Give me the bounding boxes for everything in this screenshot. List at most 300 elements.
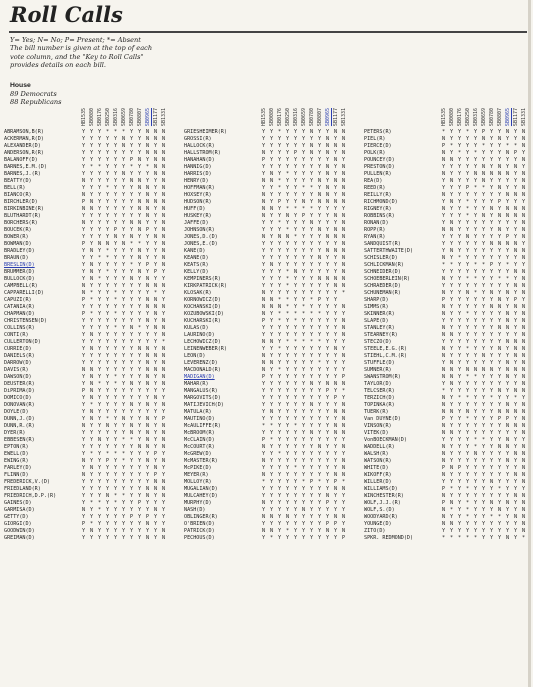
member-row	[364, 255, 533, 262]
vote-mark: Y	[294, 493, 297, 500]
vote-mark: Y	[106, 514, 109, 521]
vote-mark: N	[146, 143, 149, 150]
vote-mark: Y	[458, 437, 461, 444]
vote-mark: N	[522, 227, 525, 234]
member-name: CAMPBELL(R)	[4, 283, 38, 290]
vote-mark: P	[334, 479, 337, 486]
vote-mark: Y	[466, 318, 469, 325]
vote-mark: Y	[286, 472, 289, 479]
vote-mark: N	[90, 528, 93, 535]
vote-mark: Y	[458, 206, 461, 213]
vote-mark: N	[326, 164, 329, 171]
vote-mark: Y	[474, 346, 477, 353]
vote-mark: N	[318, 227, 321, 234]
member-name: LEINENWEBER(R)	[184, 346, 227, 353]
vote-mark: *	[466, 500, 469, 507]
member-name: FARLEY(D)	[4, 465, 32, 472]
vote-mark: Y	[98, 171, 101, 178]
vote-mark: Y	[138, 493, 141, 500]
vote-mark: N	[154, 129, 157, 136]
vote-mark: Y	[302, 514, 305, 521]
vote-mark: Y	[154, 178, 157, 185]
vote-mark: Y	[326, 514, 329, 521]
member-name: NASH(D)	[184, 507, 205, 514]
member-name: PIEL(R)	[364, 136, 385, 143]
vote-mark: *	[474, 185, 477, 192]
member-row	[364, 451, 533, 458]
vote-mark: Y	[146, 472, 149, 479]
vote-mark: Y	[98, 297, 101, 304]
vote-mark: Y	[302, 444, 305, 451]
vote-mark: Y	[302, 178, 305, 185]
member-row	[364, 129, 533, 136]
vote-mark: *	[482, 185, 485, 192]
intro-line: provides details on each bill.	[10, 61, 155, 69]
vote-mark: P	[514, 150, 517, 157]
member-name: HANNIG(D)	[184, 164, 212, 171]
vote-mark: Y	[114, 192, 117, 199]
member-row	[4, 171, 174, 178]
vote-mark: Y	[342, 339, 345, 346]
vote-mark: Y	[98, 374, 101, 381]
vote-mark: *	[270, 437, 273, 444]
vote-mark: Y	[270, 381, 273, 388]
vote-mark: *	[466, 311, 469, 318]
vote-mark: N	[442, 507, 445, 514]
vote-mark: N	[90, 269, 93, 276]
vote-mark: Y	[302, 318, 305, 325]
vote-mark: *	[106, 129, 109, 136]
vote-mark: Y	[514, 290, 517, 297]
vote-mark: N	[498, 507, 501, 514]
vote-mark: N	[342, 318, 345, 325]
vote-mark: N	[146, 444, 149, 451]
vote-mark: Y	[506, 332, 509, 339]
vote-mark: Y	[98, 465, 101, 472]
vote-mark: Y	[82, 528, 85, 535]
member-name: FRIEDRICH,D.P.(R)	[4, 493, 56, 500]
vote-mark: N	[498, 346, 501, 353]
vote-mark: Y	[82, 444, 85, 451]
vote-mark: Y	[466, 192, 469, 199]
vote-mark: N	[82, 283, 85, 290]
vote-mark: Y	[294, 304, 297, 311]
vote-mark: Y	[310, 486, 313, 493]
vote-mark: Y	[326, 283, 329, 290]
member-name: MARGOVITS(D)	[184, 395, 221, 402]
vote-mark: N	[522, 472, 525, 479]
vote-mark: Y	[122, 332, 125, 339]
vote-mark: Y	[458, 143, 461, 150]
vote-mark: Y	[334, 416, 337, 423]
vote-mark: Y	[474, 206, 477, 213]
member-row	[364, 248, 533, 255]
vote-mark: Y	[294, 458, 297, 465]
vote-mark: Y	[294, 255, 297, 262]
vote-mark: Y	[294, 381, 297, 388]
vote-mark: Y	[466, 178, 469, 185]
vote-mark: Y	[326, 241, 329, 248]
vote-mark: Y	[514, 528, 517, 535]
vote-mark: Y	[114, 262, 117, 269]
vote-mark: Y	[82, 409, 85, 416]
vote-mark: N	[270, 360, 273, 367]
vote-mark: Y	[146, 507, 149, 514]
vote-mark: N	[90, 416, 93, 423]
vote-mark: Y	[450, 276, 453, 283]
member-row	[364, 465, 533, 472]
member-row	[364, 409, 533, 416]
vote-mark: Y	[458, 185, 461, 192]
vote-mark: Y	[482, 535, 485, 542]
vote-mark: Y	[466, 437, 469, 444]
vote-mark: *	[514, 143, 517, 150]
vote-mark: Y	[82, 451, 85, 458]
vote-mark: Y	[286, 255, 289, 262]
vote-mark: Y	[310, 514, 313, 521]
vote-mark: Y	[138, 479, 141, 486]
vote-mark: Y	[474, 416, 477, 423]
vote-mark: N	[522, 143, 525, 150]
vote-mark: Y	[334, 528, 337, 535]
vote-mark: N	[310, 402, 313, 409]
vote-mark: N	[162, 171, 165, 178]
vote-mark: Y	[326, 486, 329, 493]
vote-mark: Y	[294, 395, 297, 402]
vote-mark: Y	[326, 346, 329, 353]
vote-mark: Y	[318, 395, 321, 402]
vote-mark: Y	[286, 192, 289, 199]
vote-mark: Y	[334, 206, 337, 213]
vote-mark: N	[506, 241, 509, 248]
member-name: WHITE(D)	[364, 465, 389, 472]
vote-mark: Y	[90, 185, 93, 192]
vote-mark: Y	[458, 451, 461, 458]
vote-mark: Y	[294, 472, 297, 479]
member-name: SHARP(D)	[364, 297, 389, 304]
vote-mark: Y	[318, 416, 321, 423]
vote-mark: Y	[278, 213, 281, 220]
vote-mark: Y	[450, 213, 453, 220]
vote-mark: P	[342, 374, 345, 381]
member-name: RONAN(D)	[364, 220, 389, 227]
member-name: VITEK(D)	[364, 430, 389, 437]
vote-mark: Y	[482, 199, 485, 206]
vote-mark: Y	[482, 311, 485, 318]
vote-mark: Y	[294, 262, 297, 269]
vote-mark: N	[154, 297, 157, 304]
vote-mark: N	[154, 234, 157, 241]
vote-mark: Y	[270, 500, 273, 507]
vote-mark: Y	[506, 521, 509, 528]
vote-mark: Y	[278, 227, 281, 234]
vote-mark: Y	[482, 395, 485, 402]
vote-mark: Y	[514, 199, 517, 206]
vote-mark: Y	[326, 367, 329, 374]
vote-mark: N	[146, 346, 149, 353]
vote-mark: P	[82, 241, 85, 248]
vote-mark: Y	[458, 220, 461, 227]
vote-mark: Y	[334, 493, 337, 500]
vote-mark: Y	[450, 514, 453, 521]
vote-mark: Y	[458, 178, 461, 185]
vote-mark: N	[130, 430, 133, 437]
member-row	[4, 458, 174, 465]
vote-mark: Y	[270, 220, 273, 227]
vote-mark: N	[162, 346, 165, 353]
vote-mark: Y	[334, 192, 337, 199]
vote-mark: N	[326, 199, 329, 206]
member-row	[184, 360, 354, 367]
vote-mark: Y	[154, 220, 157, 227]
vote-mark: N	[122, 171, 125, 178]
vote-mark: N	[154, 507, 157, 514]
vote-mark: Y	[326, 318, 329, 325]
vote-mark: Y	[466, 479, 469, 486]
vote-mark: Y	[490, 416, 493, 423]
vote-mark: P	[442, 416, 445, 423]
member-row	[4, 269, 174, 276]
vote-mark: Y	[162, 276, 165, 283]
vote-mark: P	[114, 227, 117, 234]
vote-mark: Y	[466, 297, 469, 304]
member-row	[184, 395, 354, 402]
member-row	[364, 493, 533, 500]
vote-mark: Y	[286, 318, 289, 325]
vote-mark: N	[262, 304, 265, 311]
vote-mark: *	[278, 451, 281, 458]
vote-mark: Y	[106, 290, 109, 297]
vote-mark: Y	[130, 444, 133, 451]
member-row	[4, 143, 174, 150]
vote-mark: Y	[326, 311, 329, 318]
member-row	[4, 367, 174, 374]
vote-mark: P	[302, 213, 305, 220]
vote-mark: N	[466, 367, 469, 374]
vote-mark: Y	[310, 395, 313, 402]
member-name: BRUMMER(D)	[4, 269, 35, 276]
vote-mark: N	[130, 423, 133, 430]
vote-mark: Y	[122, 178, 125, 185]
bill-number: SB0780	[489, 108, 495, 126]
vote-mark: Y	[506, 430, 509, 437]
vote-mark: Y	[334, 150, 337, 157]
vote-mark: *	[302, 311, 305, 318]
vote-mark: P	[442, 500, 445, 507]
member-row	[4, 248, 174, 255]
vote-mark: Y	[482, 318, 485, 325]
vote-mark: N	[318, 444, 321, 451]
vote-mark: N	[450, 332, 453, 339]
vote-mark: Y	[302, 388, 305, 395]
vote-mark: Y	[138, 353, 141, 360]
vote-mark: Y	[326, 423, 329, 430]
bill-number: SB1331	[161, 108, 167, 126]
vote-mark: Y	[130, 283, 133, 290]
member-name: POUNCEY(D)	[364, 157, 395, 164]
member-name: DANIELS(R)	[4, 353, 35, 360]
vote-mark: Y	[270, 458, 273, 465]
vote-mark: Y	[442, 479, 445, 486]
vote-mark: Y	[106, 374, 109, 381]
vote-mark: Y	[154, 430, 157, 437]
member-row	[4, 409, 174, 416]
vote-mark: Y	[114, 423, 117, 430]
vote-mark: N	[82, 507, 85, 514]
vote-mark: Y	[474, 409, 477, 416]
vote-mark: Y	[458, 297, 461, 304]
vote-mark: N	[334, 472, 337, 479]
vote-mark: Y	[466, 220, 469, 227]
vote-mark: *	[506, 143, 509, 150]
vote-mark: *	[514, 395, 517, 402]
vote-mark: Y	[270, 507, 273, 514]
vote-mark: *	[498, 276, 501, 283]
vote-mark: N	[514, 353, 517, 360]
vote-mark: N	[522, 367, 525, 374]
vote-mark: Y	[270, 283, 273, 290]
vote-mark: Y	[98, 395, 101, 402]
vote-mark: Y	[162, 472, 165, 479]
vote-mark: Y	[498, 381, 501, 388]
vote-mark: N	[442, 374, 445, 381]
vote-mark: Y	[482, 388, 485, 395]
vote-mark: Y	[286, 493, 289, 500]
vote-mark: Y	[122, 304, 125, 311]
member-name: BULLOCK(D)	[4, 276, 35, 283]
vote-mark: Y	[334, 332, 337, 339]
vote-mark: Y	[326, 269, 329, 276]
member-name: PECHOUS(D)	[184, 535, 215, 542]
vote-mark: Y	[522, 297, 525, 304]
vote-mark: Y	[302, 451, 305, 458]
vote-mark: N	[506, 367, 509, 374]
vote-mark: *	[98, 507, 101, 514]
vote-mark: Y	[490, 164, 493, 171]
vote-mark: Y	[162, 311, 165, 318]
vote-mark: *	[466, 395, 469, 402]
vote-mark: Y	[458, 283, 461, 290]
vote-mark: N	[514, 367, 517, 374]
vote-mark: Y	[138, 388, 141, 395]
vote-mark: Y	[146, 311, 149, 318]
vote-mark: Y	[82, 136, 85, 143]
vote-mark: Y	[286, 465, 289, 472]
vote-mark: Y	[458, 332, 461, 339]
vote-mark: N	[162, 437, 165, 444]
vote-mark: Y	[270, 241, 273, 248]
vote-mark: *	[106, 248, 109, 255]
vote-mark: N	[522, 325, 525, 332]
vote-mark: *	[318, 339, 321, 346]
bill-number: SB0080	[269, 108, 275, 126]
bill-number: SB0807	[497, 108, 503, 126]
vote-mark: Y	[286, 332, 289, 339]
vote-mark: Y	[114, 164, 117, 171]
vote-mark: *	[294, 465, 297, 472]
vote-mark: Y	[450, 185, 453, 192]
vote-mark: N	[318, 199, 321, 206]
vote-mark: Y	[490, 185, 493, 192]
vote-mark: Y	[106, 465, 109, 472]
vote-mark: Y	[318, 353, 321, 360]
vote-mark: Y	[90, 353, 93, 360]
vote-mark: Y	[334, 325, 337, 332]
member-row	[364, 220, 533, 227]
member-row	[364, 234, 533, 241]
vote-mark: *	[286, 283, 289, 290]
vote-mark: N	[138, 185, 141, 192]
vote-mark: Y	[262, 248, 265, 255]
vote-mark: Y	[302, 157, 305, 164]
vote-mark: Y	[310, 192, 313, 199]
vote-mark: Y	[286, 374, 289, 381]
vote-mark: Y	[270, 136, 273, 143]
bill-number: SB0659	[121, 108, 127, 126]
vote-mark: N	[342, 472, 345, 479]
vote-mark: Y	[498, 129, 501, 136]
vote-mark: Y	[474, 465, 477, 472]
vote-mark: Y	[506, 528, 509, 535]
vote-mark: N	[522, 318, 525, 325]
vote-mark: Y	[82, 486, 85, 493]
vote-mark: N	[90, 332, 93, 339]
vote-mark: N	[262, 290, 265, 297]
vote-mark: N	[138, 157, 141, 164]
vote-mark: Y	[294, 325, 297, 332]
member-row	[184, 255, 354, 262]
vote-mark: Y	[270, 311, 273, 318]
vote-mark: Y	[278, 360, 281, 367]
vote-mark: Y	[278, 325, 281, 332]
vote-mark: Y	[146, 451, 149, 458]
vote-mark: Y	[474, 157, 477, 164]
member-name: DAWSON(D)	[4, 374, 32, 381]
vote-mark: Y	[450, 402, 453, 409]
member-name: ROBBINS(R)	[364, 213, 395, 220]
vote-mark: Y	[278, 339, 281, 346]
vote-mark: Y	[98, 157, 101, 164]
vote-mark: Y	[514, 178, 517, 185]
vote-mark: Y	[114, 178, 117, 185]
vote-mark: Y	[154, 255, 157, 262]
vote-mark: Y	[90, 304, 93, 311]
vote-mark: Y	[114, 367, 117, 374]
vote-mark: Y	[122, 234, 125, 241]
vote-mark: N	[506, 423, 509, 430]
member-row	[4, 290, 174, 297]
vote-mark: Y	[270, 444, 273, 451]
vote-mark: Y	[318, 472, 321, 479]
member-row	[4, 444, 174, 451]
vote-mark: Y	[458, 199, 461, 206]
vote-mark: Y	[490, 458, 493, 465]
vote-mark: Y	[154, 241, 157, 248]
vote-mark: Y	[482, 304, 485, 311]
vote-mark: Y	[106, 479, 109, 486]
vote-mark: Y	[162, 451, 165, 458]
vote-mark: Y	[114, 402, 117, 409]
vote-mark: Y	[294, 185, 297, 192]
vote-mark: Y	[294, 136, 297, 143]
vote-mark: Y	[334, 220, 337, 227]
vote-mark: N	[450, 500, 453, 507]
vote-mark: Y	[154, 409, 157, 416]
vote-mark: P	[130, 514, 133, 521]
vote-mark: Y	[294, 388, 297, 395]
vote-mark: N	[522, 332, 525, 339]
vote-mark: Y	[498, 493, 501, 500]
